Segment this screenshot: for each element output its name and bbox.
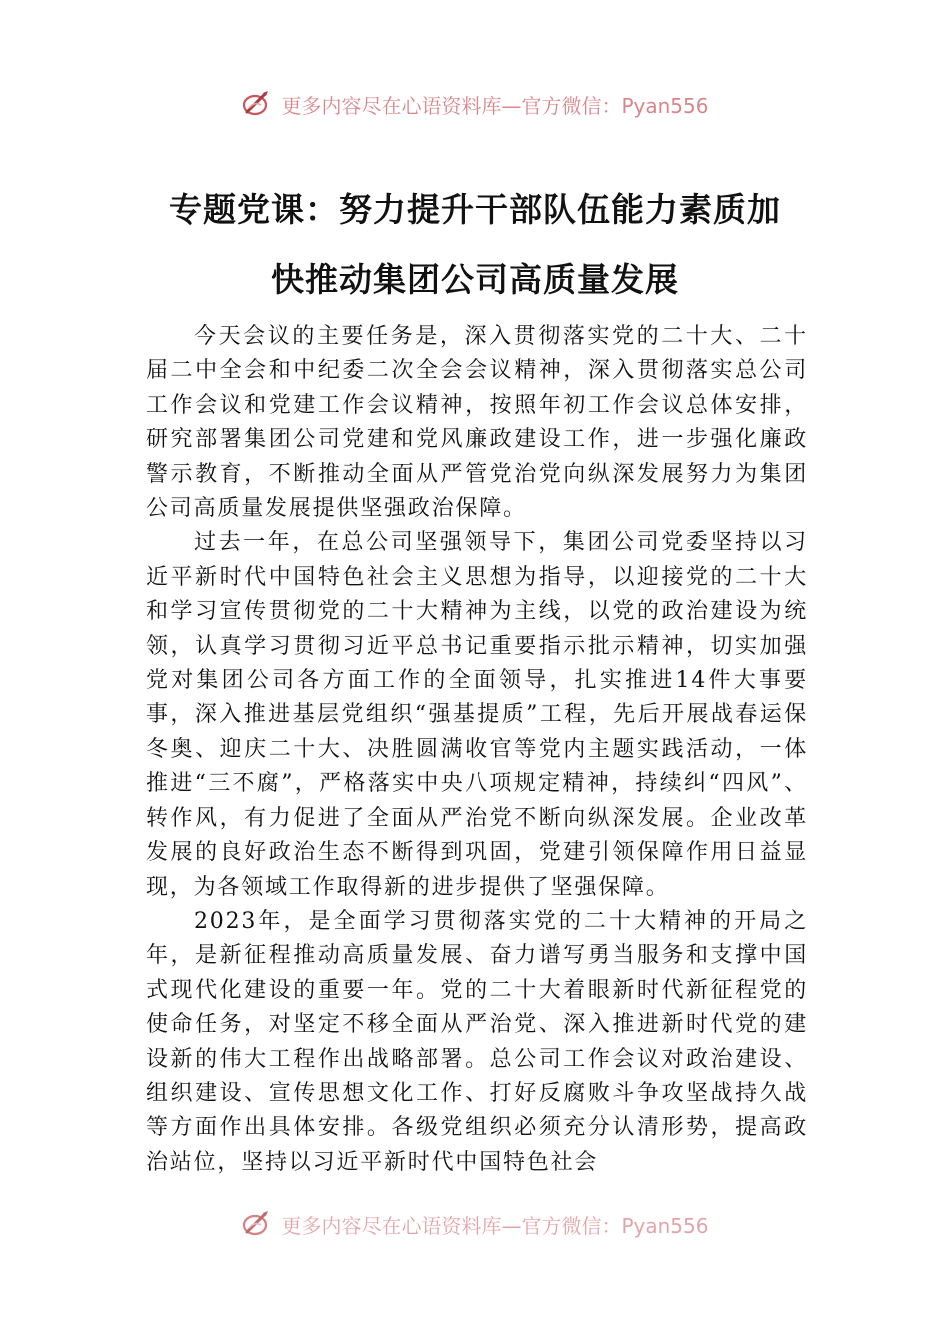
document-body <box>146 320 808 1180</box>
paragraph: 2023年，是全面学习贯彻落实党的二十大精神的开局之年，是新征程推动高质量发展、奋力谱写勇当服务和支撑中国式现代化建设的重要一年。党的二十大着眼新时代新征程党的使命任务，对坚定不移全面从严治党、深入推进新时代党的建设新的伟大工程作出战略部署。总公司工作会议对政治建设、组织建设、宣传思想文化工作、打好反腐败斗争攻坚战持久战等方面作出具体安排。各级党组织必须充分认清形势，提高政治站位，坚持以习近平新时代中国特色社会 <box>146 908 808 1175</box>
pen-swirl-logo-icon <box>241 88 273 120</box>
watermark-text: 更多内容尽在心语资料库—官方微信：Pyan556 <box>281 1213 709 1238</box>
footer-watermark <box>0 1204 950 1244</box>
watermark-text: 更多内容尽在心语资料库—官方微信：Pyan556 <box>281 93 709 118</box>
paragraph: 过去一年，在总公司坚强领导下，集团公司党委坚持以习近平新时代中国特色社会主义思想为指导，以迎接党的二十大和学习宣传贯彻党的二十大精神为主线，以党的政治建设为统领，认真学习贯彻习近平总书记重要指示批示精神，切实加强党对集团公司各方面工作的全面领导，扎实推进14件大事要事，深入推进基层党组织“强基提质”工程，先后开展战春运保冬奥、迎庆二十大、决胜圆满收官等党内主题实践活动，一体推进“三不腐”，严格落实中央八项规定精神，持续纠“四风”、转作风，有力促进了全面从严治党不断向纵深发展。企业改革发展的良好政治生态不断得到巩固，党建引领保障作用日益显现，为各领域工作取得新的进步提供了坚强保障。 <box>146 530 808 900</box>
header-watermark <box>0 84 950 124</box>
pen-swirl-logo-icon <box>241 1208 273 1240</box>
title-line-1: 专题党课：努力提升干部队伍能力素质加 <box>169 190 781 229</box>
paragraph: 今天会议的主要任务是，深入贯彻落实党的二十大、二十届二中全会和中纪委二次全会会议精神，深入贯彻落实总公司工作会议和党建工作会议精神，按照年初工作会议总体安排，研究部署集团公司党建和党风廉政建设工作，进一步强化廉政警示教育，不断推动全面从严管党治党向纵深发展努力为集团公司高质量发展提供坚强政治保障。 <box>146 324 808 522</box>
title-line-2: 快推动集团公司高质量发展 <box>271 260 679 299</box>
document-title <box>110 175 840 315</box>
